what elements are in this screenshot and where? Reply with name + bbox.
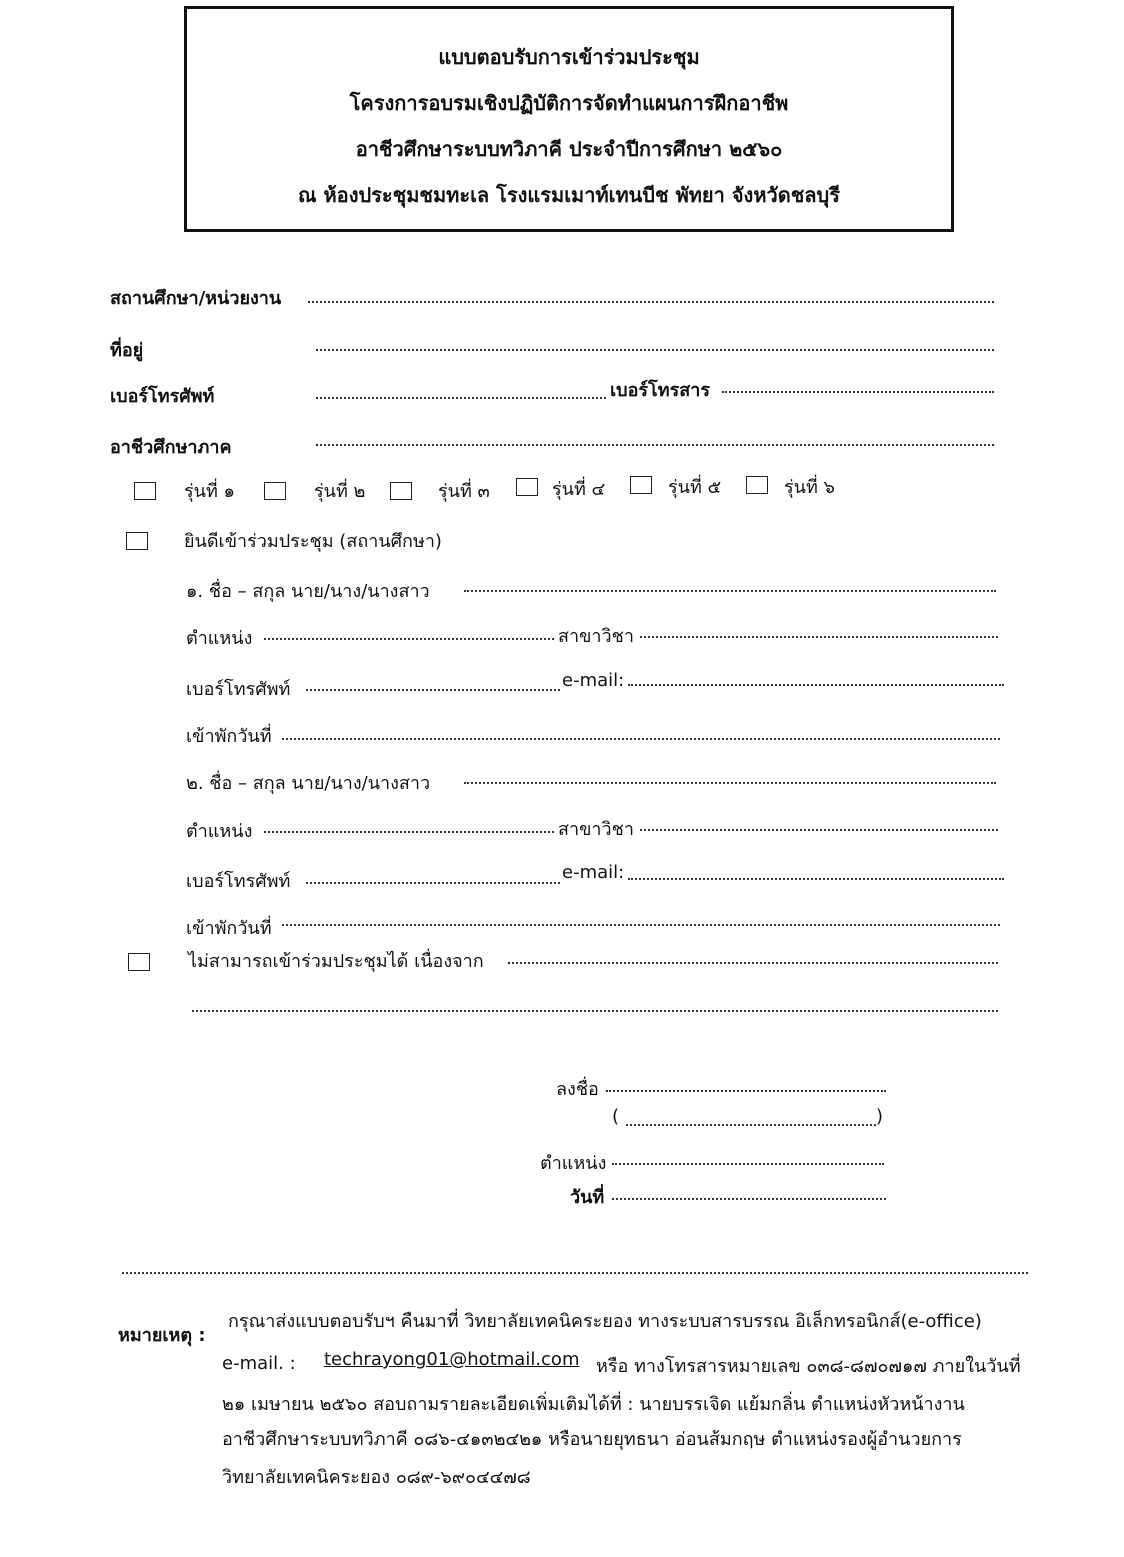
printed-name-field[interactable] [626,1124,876,1126]
sign-label: ลงชื่อ [556,1079,599,1100]
decline-label: ไม่สามารถเข้าร่วมประชุมได้ เนื่องจาก [188,951,484,972]
person1-name-label: ๑. ชื่อ – สกุล นาย/นาง/นางสาว [186,581,430,602]
person1-major-field[interactable] [640,636,998,638]
note-email-label: e-mail. : [222,1353,296,1374]
person2-major-field[interactable] [640,829,998,831]
fax-field[interactable] [722,391,994,393]
note-line-1: กรุณาส่งแบบตอบรับฯ คืนมาที่ วิทยาลัยเทคนิคระยอง ทางระบบสารบรรณ อิเล็กทรอนิกส์(e-office) [228,1311,982,1332]
sign-date-field[interactable] [612,1198,886,1200]
note-label: หมายเหตุ : [118,1325,206,1346]
program-year: อาชีวศึกษาระบบทวิภาคี ประจำปีการศึกษา ๒๕๖๐ [355,137,783,161]
note-line-2: หรือ ทางโทรสารหมายเลข ๐๓๘-๘๗๐๗๑๗ ภายในวันที่ [596,1356,1021,1377]
person2-position-label: ตำแหน่ง [186,821,253,842]
batch-1-checkbox[interactable] [134,482,156,500]
address-label: ที่อยู่ [110,340,144,361]
person1-phone-label: เบอร์โทรศัพท์ [186,679,291,700]
person2-name-field[interactable] [464,782,996,784]
note-line-4: อาชีวศึกษาระบบทวิภาคี ๐๘๖-๔๑๓๒๔๒๑ หรือนายยุทธนา อ่อนส้มกฤษ ตำแหน่งรองผู้อำนวยการ [222,1429,962,1450]
institution-field[interactable] [308,301,994,303]
person1-checkin-label: เข้าพักวันที่ [186,726,272,747]
person1-name-field[interactable] [464,590,996,592]
fax-label: เบอร์โทรสาร [610,380,711,401]
attend-checkbox[interactable] [126,532,148,550]
cut-line [122,1272,1028,1274]
person1-checkin-field[interactable] [282,738,1000,740]
sign-field[interactable] [606,1090,886,1092]
person1-email-label: e-mail: [562,670,625,691]
batch-4-label: รุ่นที่ ๔ [552,479,606,500]
person1-major-label: สาขาวิชา [558,626,634,647]
close-paren: ) [876,1106,884,1127]
phone-field[interactable] [316,397,606,399]
person2-phone-field[interactable] [306,882,560,884]
batch-5-checkbox[interactable] [630,476,652,494]
person2-name-label: ๒. ชื่อ – สกุล นาย/นาง/นางสาว [186,773,431,794]
batch-2-checkbox[interactable] [264,482,286,500]
person2-checkin-label: เข้าพักวันที่ [186,918,272,939]
person2-checkin-field[interactable] [282,924,1000,926]
person1-position-label: ตำแหน่ง [186,628,253,649]
batch-3-checkbox[interactable] [390,482,412,500]
person2-major-label: สาขาวิชา [558,819,634,840]
decline-reason-field[interactable] [508,962,998,964]
batch-2-label: รุ่นที่ ๒ [314,481,366,502]
person2-email-label: e-mail: [562,862,625,883]
attend-label: ยินดีเข้าร่วมประชุม (สถานศึกษา) [184,531,442,552]
address-field[interactable] [316,349,994,351]
open-paren: ( [612,1106,620,1127]
venue: ณ ห้องประชุมชมทะเล โรงแรมเมาท์เทนบีช พัทยา จังหวัดชลบุรี [297,183,840,207]
decline-checkbox[interactable] [128,953,150,971]
batch-1-label: รุ่นที่ ๑ [184,481,235,502]
form-title: แบบตอบรับการเข้าร่วมประชุม [438,45,700,69]
note-line-3: ๒๑ เมษายน ๒๕๖๐ สอบถามรายละเอียดเพิ่มเติมได้ที่ : นายบรรเจิด แย้มกลิ่น ตำแหน่งหัวหน้างาน [222,1394,965,1415]
person2-phone-label: เบอร์โทรศัพท์ [186,871,291,892]
decline-reason-field-2[interactable] [192,1010,998,1012]
person1-email-field[interactable] [628,684,1004,686]
title-box [184,6,954,232]
batch-3-label: รุ่นที่ ๓ [438,481,490,502]
person2-position-field[interactable] [264,831,554,833]
note-email-link[interactable]: techrayong01@hotmail.com [324,1349,580,1370]
person1-position-field[interactable] [264,638,554,640]
batch-6-checkbox[interactable] [746,476,768,494]
person2-email-field[interactable] [628,878,1004,880]
sign-position-field[interactable] [612,1163,884,1165]
region-label: อาชีวศึกษาภาค [110,437,232,458]
note-line-5: วิทยาลัยเทคนิคระยอง ๐๘๙-๖๙๐๔๔๗๘ [222,1467,531,1488]
sign-position-label: ตำแหน่ง [540,1153,607,1174]
region-field[interactable] [316,444,994,446]
batch-6-label: รุ่นที่ ๖ [784,477,835,498]
person1-phone-field[interactable] [306,689,560,691]
sign-date-label: วันที่ [570,1187,605,1208]
batch-4-checkbox[interactable] [516,478,538,496]
batch-5-label: รุ่นที่ ๕ [668,477,722,498]
project-title: โครงการอบรมเชิงปฏิบัติการจัดทำแผนการฝึกอาชีพ [349,91,789,115]
phone-label: เบอร์โทรศัพท์ [110,386,215,407]
institution-label: สถานศึกษา/หน่วยงาน [110,288,282,309]
